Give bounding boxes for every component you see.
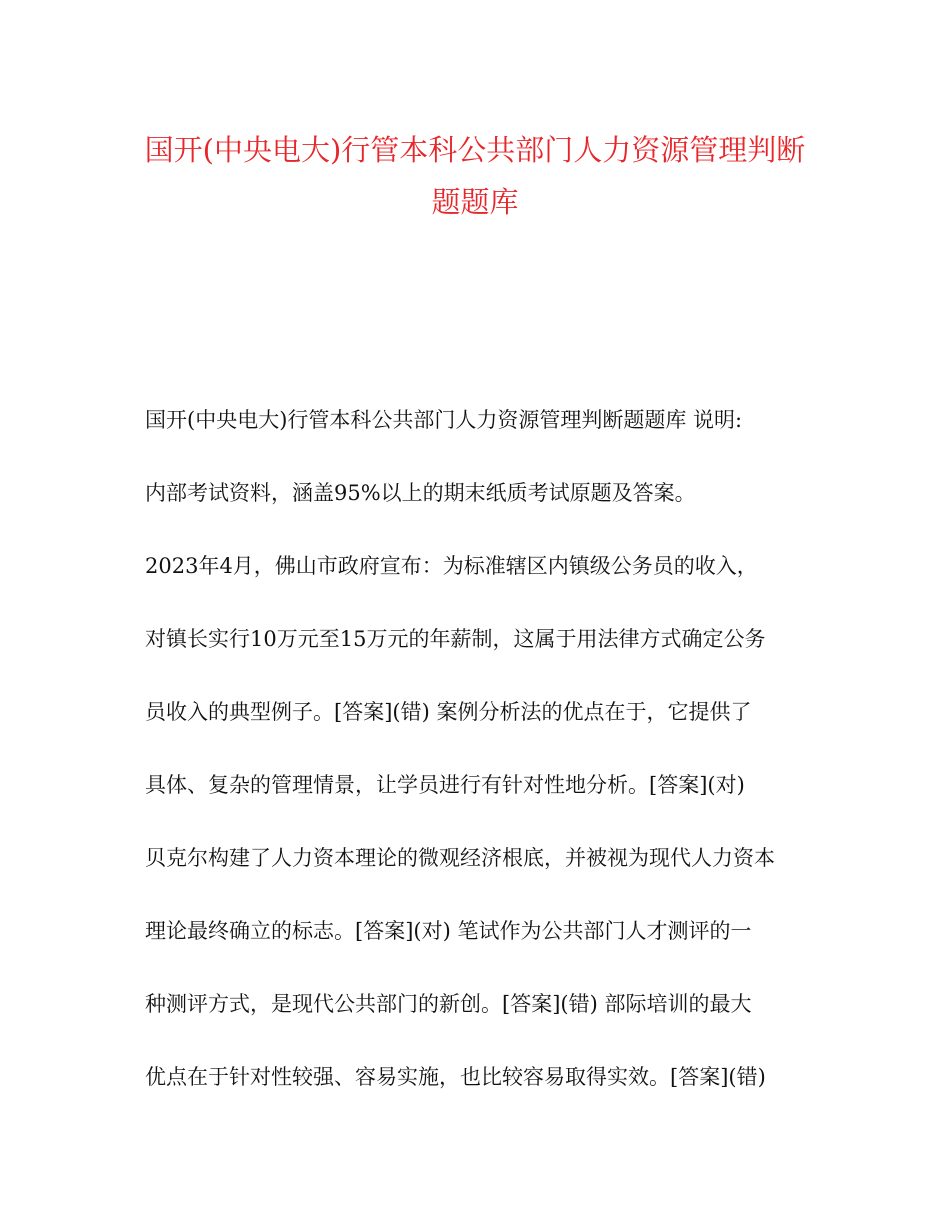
body-line-9: 种测评方式，是现代公共部门的新创。[答案](错) 部际培训的最大 xyxy=(145,992,752,1016)
body-line-1: 国开(中央电大)行管本科公共部门人力资源管理判断题题库 说明: xyxy=(145,408,743,432)
body-line-5: 员收入的典型例子。[答案](错) 案例分析法的优点在于，它提供了 xyxy=(145,700,752,724)
body-line-8: 理论最终确立的标志。[答案](对) 笔试作为公共部门人才测评的一 xyxy=(145,919,752,943)
body-line-2: 内部考试资料，涵盖95%以上的期末纸质考试原题及答案。 xyxy=(145,481,696,505)
body-line-4: 对镇长实行10万元至15万元的年薪制，这属于用法律方式确定公务 xyxy=(145,627,766,651)
title-line-2: 题题库 xyxy=(431,185,519,219)
document-title xyxy=(140,124,810,228)
title-line-1: 国开(中央电大)行管本科公共部门人力资源管理判断 xyxy=(144,133,806,167)
body-line-7: 贝克尔构建了人力资本理论的微观经济根底，并被视为现代人力资本 xyxy=(145,846,775,870)
body-line-10: 优点在于针对性较强、容易实施，也比较容易取得实效。[答案](错) xyxy=(145,1065,766,1089)
body-line-3: 2023年4月，佛山市政府宣布：为标准辖区内镇级公务员的收入， xyxy=(145,554,758,578)
body-line-6: 具体、复杂的管理情景，让学员进行有针对性地分析。[答案](对) xyxy=(145,773,745,797)
